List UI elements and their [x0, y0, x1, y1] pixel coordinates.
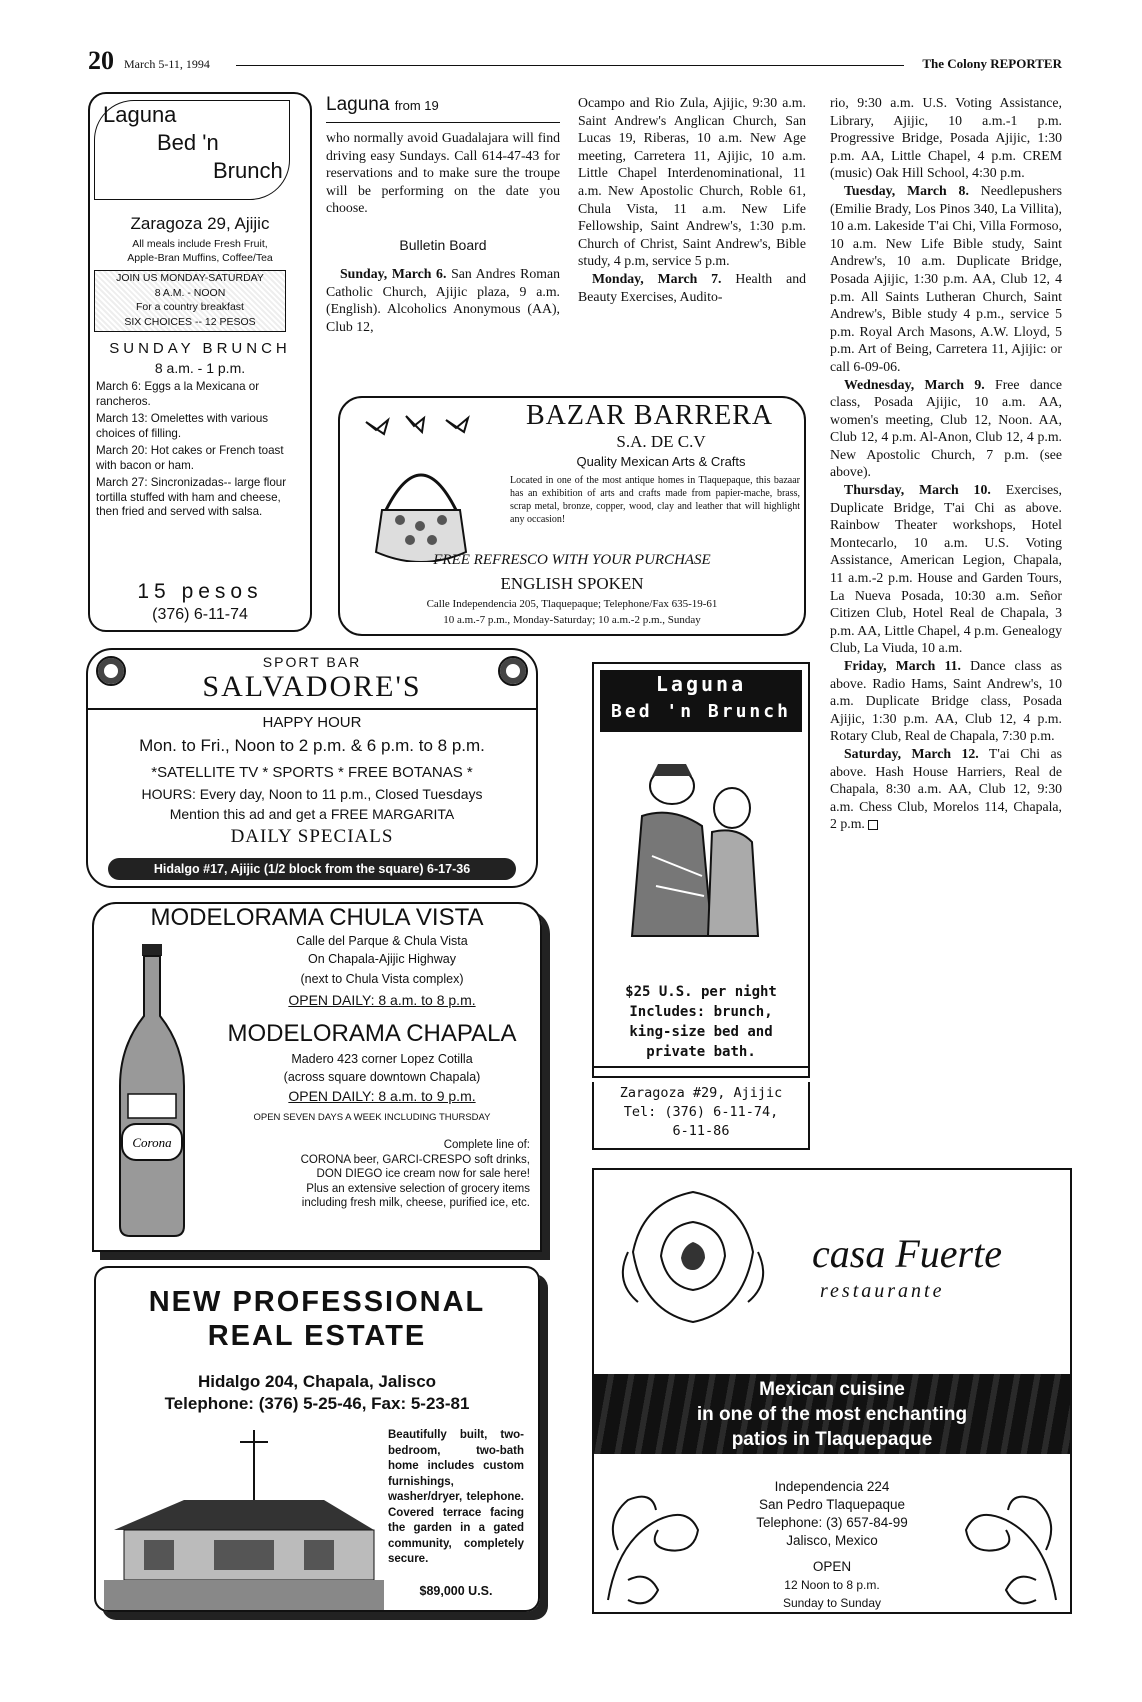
real-estate-ad [94, 1266, 540, 1612]
crafts-basket-icon [346, 402, 496, 562]
issue-date: March 5-11, 1994 [124, 57, 210, 71]
bar-hours: HOURS: Every day, Noon to 11 p.m., Closed Tuesdays [141, 786, 483, 802]
article-column-2 [578, 94, 806, 305]
laguna2-includes-2: king-size bed and [629, 1024, 773, 1040]
real-estate-title-2: REAL ESTATE [207, 1320, 427, 1352]
bulletin-col2: Ocampo and Rio Zula, Ajijic, 9:30 a.m. Saint Andrew's Anglican Church, San Lucas 19, Riberas, 10 a.m. New Age meeting, Carretera 11, Ajijic, 10 a.m. Little Chapel Interdenominational, 11 a.m. New Apostolic Church, Roble 61, Chula Vista, 11 a.m. New Life Fellowship, Saint Andrew's, 1:30 p.m. Church of Christ, Saint Andrew's, Bible study, 4 p.m, service 5 p.m. [578, 95, 806, 269]
bazar-free-line: FREE REFRESCO WITH YOUR PURCHASE [433, 552, 711, 568]
bazar-english: ENGLISH SPOKEN [500, 574, 644, 593]
salvadores-name: SALVADORE'S [202, 670, 422, 703]
end-mark-icon [868, 820, 878, 830]
modelorama-title-1: MODELORAMA CHULA VISTA [150, 904, 484, 931]
page-number: 20 [88, 46, 114, 75]
header-rule [236, 65, 904, 66]
mod2-open: OPEN DAILY: 8 a.m. to 9 p.m. [288, 1088, 476, 1104]
mod1-addr-a: Calle del Parque & Chula Vista [296, 934, 468, 948]
bulletin-tuesday: Tuesday, March 8. Needlepushers (Emilie Brady, Los Pinos 340, La Villita), 10 a.m. Lakeside T'ai Chi, Villa Formoso, 10 a.m. New Life Bible study, Saint Andrew's, 10 a.m. Duplicate Bridge, Posada Ajijic, 1:30 p.m. AA, Club 12, 4 p.m. All Saints Lutheran Church, Saint Andrew's, Bible study 4 p.m., service 5 p.m. Royal Arch Masons, A.W. Lloyd, 5 p.m. Art of Being, Carretera 11, Ajijic: or call 6-09-06. [830, 182, 1062, 374]
daily-specials: DAILY SPECIALS [230, 826, 394, 847]
laguna-meals-1: All meals include Fresh Fruit, [132, 238, 268, 250]
couple-illustration-icon [612, 746, 792, 946]
article-paragraph: who normally avoid Guadalajara will find driving easy Sundays. Call 614-47-43 for reservations and to make sure the troupe will be performing on the date you choose. [326, 130, 560, 216]
salvadores-rule [88, 708, 536, 710]
real-estate-phone: Telephone: (376) 5-25-46, Fax: 5-23-81 [164, 1394, 470, 1413]
menu-item: March 27: Sincronizadas-- large flour tortilla stuffed with ham and cheese, then fried and served with salsa. [96, 476, 287, 518]
mod1-open: OPEN DAILY: 8 a.m. to 8 p.m. [288, 992, 476, 1008]
bazar-subtitle: S.A. DE C.V [616, 432, 706, 451]
scroll-ornament-left-icon [598, 1480, 708, 1610]
bulletin-friday: Friday, March 11. Dance class as above. Radio Hams, Saint Andrew's, 10 a.m. Duplicate Bridge class, Posada Ajijic, 1:30 p.m. AA, Club 12, 4 p.m. Rotary Club, Real de Chapala, 7:30 p.m. [830, 658, 1062, 744]
bazar-barrera-ad [338, 396, 806, 636]
laguna-logo: Laguna Bed 'n Brunch [94, 100, 290, 200]
real-estate-title-1: NEW PROFESSIONAL [148, 1286, 486, 1318]
article-heading: Laguna from 19 [326, 94, 439, 115]
modelorama-ad [92, 902, 542, 1252]
publication-name: The Colony REPORTER [922, 56, 1062, 71]
complete-line: Complete line of: CORONA beer, GARCI-CRESPO soft drinks, DON DIEGO ice cream now for sale here! Plus an extensive selection of grocery items including fresh milk, cheese, purified ice, etc. [300, 1139, 530, 1209]
real-estate-description: Beautifully built, two-bedroom, two-bath home includes custom furnishings, washer/dryer, telephone. Covered terrace facing the garden in a gated community, completely secure. [388, 1429, 524, 1565]
article-column-3 [830, 94, 1062, 833]
open-seven-days: OPEN SEVEN DAYS A WEEK INCLUDING THURSDAY [253, 1112, 491, 1123]
bottle-label: Corona [132, 1135, 172, 1150]
bazar-description: Located in one of the most antique homes in Tlaquepaque, this bazaar has an exhibition of arts and crafts made from papier-mache, brass, scrap metal, bronze, copper, wood, clay and leather that will highlight any occasion! [510, 475, 800, 525]
brunch-menu [96, 380, 304, 520]
scroll-ornament-right-icon [956, 1480, 1066, 1610]
real-estate-address: Hidalgo 204, Chapala, Jalisco [197, 1372, 437, 1391]
casa-fuerte-info: Independencia 224 San Pedro Tlaquepaque Telephone: (3) 657-84-99 Jalisco, Mexico OPEN 12 Noon to 8 p.m. Sunday to Sunday [756, 1479, 908, 1610]
laguna2-contact: Zaragoza #29, Ajijic Tel: (376) 6-11-74, 6-11-86 [592, 1082, 810, 1150]
brunch-price: 15 pesos [137, 580, 263, 603]
mod2-addr-b: (across square downtown Chapala) [283, 1070, 481, 1084]
bulletin-thursday: Thursday, March 10. Exercises, Duplicate Bridge, T'ai Chi as above. Rainbow Theater workshops, Hotel Montecarlo, 10 a.m. U.S. Voting Assistance, American Legion, Chapala, 11 a.m.-2 p.m. House and Garden Tours, La Nueva Posada, 10:30 a.m. Señor Citizen Club, Hotel Real de Chapala, 3 p.m. AA, Little Chapel, 4 p.m. Genealogy Club, La Viuda, 10 a.m. [830, 482, 1063, 656]
laguna2-price: $25 U.S. per night [625, 984, 777, 1000]
laguna2-header: Laguna Bed 'n Brunch [600, 670, 802, 732]
laguna-brunch-ad [88, 92, 312, 632]
salvadores-address-bar: Hidalgo #17, Ajijic (1/2 block from the square) 6-17-36 [108, 858, 516, 880]
menu-item: March 6: Eggs a la Mexicana or rancheros. [96, 380, 260, 408]
casa-fuerte-name: casa Fuerte [812, 1231, 1002, 1276]
mod1-addr-b: On Chapala-Ajijic Highway [308, 952, 456, 966]
laguna-bnb-ad [592, 662, 810, 1078]
sunday-brunch-hours: 8 a.m. - 1 p.m. [154, 360, 246, 376]
bulletin-sunday: Sunday, March 6. San Andres Roman Catholic Church, Ajijic plaza, 9 a.m. (English). Alcoholics Anonymous (AA), Club 12, [326, 265, 561, 334]
satellite-line: *SATELLITE TV * SPORTS * FREE BOTANAS * [151, 764, 473, 781]
corona-bottle-icon [102, 944, 202, 1244]
modelorama-title-2: MODELORAMA CHAPALA [227, 1020, 517, 1047]
bazar-title: BAZAR BARRERA [526, 400, 774, 431]
bazar-hours: 10 a.m.-7 p.m., Monday-Saturday; 10 a.m.-2 p.m., Sunday [443, 614, 701, 626]
happy-hour: HAPPY HOUR [262, 714, 362, 731]
sport-bar-kicker: SPORT BAR [262, 654, 362, 670]
sunday-brunch-title: SUNDAY BRUNCH [109, 340, 291, 357]
laguna2-includes-3: private bath. [646, 1044, 756, 1060]
bulletin-saturday: Saturday, March 12. T'ai Chi as above. Hash House Harriers, Real de Chapala, 8:30 a.m. AA, Club 12, 9:30 a.m. Chess Club, Morelos 114, Chapala, 2 p.m. [830, 745, 1063, 832]
bulletin-title: Bulletin Board [399, 236, 487, 253]
casa-fuerte-sub: restaurante [820, 1280, 945, 1302]
laguna2-includes-1: Includes: brunch, [629, 1004, 773, 1020]
menu-item: March 20: Hot cakes or French toast with bacon or ham. [96, 444, 284, 472]
article-column-1 [326, 94, 560, 335]
bulletin-wednesday: Wednesday, March 9. Free dance class, Posada Ajijic, 10 a.m. AA, women's meeting, Club 12, Noon. AA, Club 12, 4 p.m. Al-Anon, Club 12, 4 p.m. New Apostolic Church, 7 p.m. (see above). [830, 376, 1062, 480]
bazar-address: Calle Independencia 205, Tlaquepaque; Telephone/Fax 635-19-61 [426, 598, 718, 610]
laguna-meals-2: Apple-Bran Muffins, Coffee/Tea [127, 252, 273, 264]
heading-rule [326, 122, 560, 123]
laguna-join-box: JOIN US MONDAY-SATURDAY 8 A.M. - NOON For a country breakfast SIX CHOICES -- 12 PESOS [94, 270, 286, 332]
salvadores-ad [86, 648, 538, 888]
mod1-addr-c: (next to Chula Vista complex) [300, 972, 464, 986]
menu-item: March 13: Omelettes with various choices of filling. [96, 412, 269, 440]
laguna2-divider [594, 1066, 808, 1068]
rose-illustration-icon [608, 1182, 778, 1332]
margarita-line: Mention this ad and get a FREE MARGARITA [169, 806, 455, 822]
page-header [88, 46, 1062, 75]
mod2-addr-a: Madero 423 corner Lopez Cotilla [291, 1052, 473, 1066]
laguna-phone: (376) 6-11-74 [152, 606, 248, 623]
happy-hour-times: Mon. to Fri., Noon to 2 p.m. & 6 p.m. to 8 p.m. [139, 736, 485, 755]
bazar-tagline: Quality Mexican Arts & Crafts [576, 454, 746, 469]
house-photo-icon [104, 1420, 384, 1610]
casa-fuerte-banner: Mexican cuisine in one of the most enchanting patios in Tlaquepaque [594, 1374, 1070, 1454]
casa-fuerte-ad [592, 1168, 1072, 1614]
real-estate-price: $89,000 U.S. [419, 1584, 493, 1598]
bulletin-monday: Monday, March 7. Health and Beauty Exercises, Audito- [578, 270, 807, 304]
laguna-address: Zaragoza 29, Ajijic [130, 214, 270, 233]
bulletin-col3: rio, 9:30 a.m. U.S. Voting Assistance, Library, Ajijic, 10 a.m.-1 p.m. Progressive Bridge, Posada Ajijic, 1:30 p.m. AA, Little Chapel, 4 p.m. CREM (music) Oak Hill School, 4:30 p.m. [830, 95, 1062, 181]
